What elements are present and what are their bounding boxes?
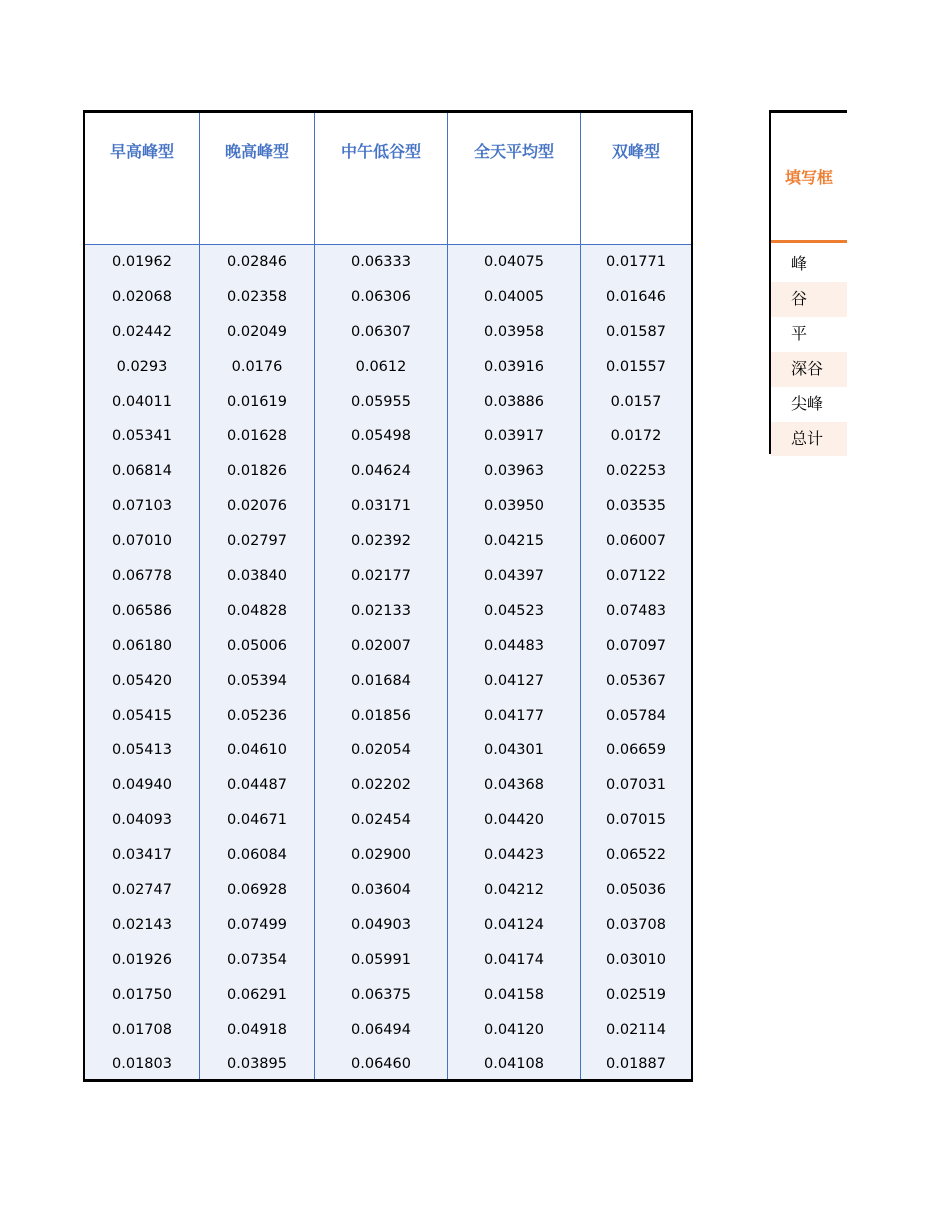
table-cell[interactable]: 0.04483 xyxy=(484,637,544,654)
table-cell[interactable]: 0.01962 xyxy=(112,254,172,270)
table-cell[interactable]: 0.02442 xyxy=(112,323,172,340)
table-cell[interactable]: 0.03958 xyxy=(484,323,544,340)
table-cell[interactable]: 0.06180 xyxy=(112,637,172,654)
table-cell[interactable]: 0.05413 xyxy=(112,742,172,759)
table-cell[interactable]: 0.06522 xyxy=(606,847,666,864)
table-cell[interactable]: 0.05955 xyxy=(351,393,411,410)
table-row xyxy=(85,594,691,629)
table-cell[interactable]: 0.05394 xyxy=(227,672,287,689)
table-row xyxy=(85,978,691,1013)
table-cell[interactable]: 0.03886 xyxy=(484,393,544,410)
table-cell[interactable]: 0.06084 xyxy=(227,847,287,864)
table-row xyxy=(85,524,691,559)
table-row xyxy=(85,489,691,524)
table-cell[interactable]: 0.0157 xyxy=(610,393,662,410)
fill-in-box-item[interactable]: 平 xyxy=(791,323,808,343)
table-cell[interactable]: 0.03010 xyxy=(606,951,666,968)
table-cell[interactable]: 0.03535 xyxy=(606,498,666,515)
table-cell[interactable]: 0.05498 xyxy=(351,428,411,445)
fill-in-box-item[interactable]: 谷 xyxy=(771,282,847,317)
table-cell[interactable]: 0.07010 xyxy=(112,533,172,550)
table-row xyxy=(85,559,691,594)
table-cell[interactable]: 0.06928 xyxy=(227,882,287,899)
table-cell[interactable]: 0.03916 xyxy=(484,358,544,375)
table-row xyxy=(85,1013,691,1048)
table-cell[interactable]: 0.03840 xyxy=(227,568,287,585)
fill-in-box xyxy=(769,110,847,454)
table-cell[interactable]: 0.07031 xyxy=(606,777,666,794)
table-row xyxy=(85,733,691,768)
table-cell[interactable]: 0.04005 xyxy=(484,288,544,305)
table-cell[interactable]: 0.06307 xyxy=(351,323,411,340)
table-cell[interactable]: 0.0176 xyxy=(231,358,283,375)
table-row xyxy=(85,350,691,385)
table-cell[interactable]: 0.04624 xyxy=(351,463,411,480)
table-cell[interactable]: 0.02143 xyxy=(112,916,172,933)
table-cell[interactable]: 0.07122 xyxy=(606,568,666,585)
table-cell[interactable]: 0.03604 xyxy=(351,882,411,899)
table-cell[interactable]: 0.02049 xyxy=(227,323,287,340)
table-row xyxy=(85,629,691,664)
load-profile-table xyxy=(83,110,693,1082)
table-cell[interactable]: 0.04423 xyxy=(484,847,544,864)
table-cell[interactable]: 0.04903 xyxy=(351,916,411,933)
table-row xyxy=(85,245,691,280)
table-cell[interactable]: 0.01771 xyxy=(606,254,666,270)
table-row xyxy=(85,873,691,908)
table-cell[interactable]: 0.01803 xyxy=(112,1056,172,1073)
table-cell[interactable]: 0.06814 xyxy=(112,463,172,480)
table-cell[interactable]: 0.04420 xyxy=(484,812,544,829)
table-cell[interactable]: 0.07015 xyxy=(606,812,666,829)
fill-in-box-item[interactable]: 总计 xyxy=(771,422,847,457)
table-cell[interactable]: 0.05236 xyxy=(227,707,287,724)
table-cell[interactable]: 0.06778 xyxy=(112,568,172,585)
table-cell[interactable]: 0.0293 xyxy=(116,358,168,375)
table-cell[interactable]: 0.06659 xyxy=(606,742,666,759)
table-row xyxy=(85,280,691,315)
table-cell[interactable]: 0.02054 xyxy=(351,742,411,759)
table-cell[interactable]: 0.04174 xyxy=(484,951,544,968)
table-cell[interactable]: 0.02007 xyxy=(351,637,411,654)
fill-in-box-header: 填写框 xyxy=(771,113,847,243)
table-row xyxy=(85,385,691,420)
table-cell[interactable]: 0.04940 xyxy=(112,777,172,794)
table-cell[interactable]: 0.05036 xyxy=(606,882,666,899)
table-cell[interactable]: 0.02454 xyxy=(351,812,411,829)
table-cell[interactable]: 0.05784 xyxy=(606,707,666,724)
table-cell[interactable]: 0.03417 xyxy=(112,847,172,864)
table-cell[interactable]: 0.06375 xyxy=(351,986,411,1003)
table-cell[interactable]: 0.0612 xyxy=(355,358,407,375)
table-cell[interactable]: 0.04301 xyxy=(484,742,544,759)
table-cell[interactable]: 0.04671 xyxy=(227,812,287,829)
table-row xyxy=(85,419,691,454)
column-header-double-peak[interactable]: 双峰型 xyxy=(611,142,660,161)
table-header-row xyxy=(85,113,691,245)
table-cell[interactable]: 0.02076 xyxy=(227,498,287,515)
table-cell[interactable]: 0.07499 xyxy=(227,916,287,933)
table-cell[interactable]: 0.04610 xyxy=(227,742,287,759)
table-cell[interactable]: 0.05341 xyxy=(112,428,172,445)
table-cell[interactable]: 0.04075 xyxy=(484,254,544,270)
table-cell[interactable]: 0.01646 xyxy=(606,288,666,305)
table-cell[interactable]: 0.01628 xyxy=(227,428,287,445)
table-cell[interactable]: 0.04212 xyxy=(484,882,544,899)
column-header-noon-valley[interactable]: 中午低谷型 xyxy=(340,142,421,161)
table-cell[interactable]: 0.01684 xyxy=(351,672,411,689)
table-cell[interactable]: 0.04108 xyxy=(484,1056,544,1073)
table-cell[interactable]: 0.04487 xyxy=(227,777,287,794)
table-cell[interactable]: 0.06460 xyxy=(351,1056,411,1073)
table-cell[interactable]: 0.04215 xyxy=(484,533,544,550)
table-cell[interactable]: 0.01557 xyxy=(606,358,666,375)
table-cell[interactable]: 0.05420 xyxy=(112,672,172,689)
fill-in-box-item[interactable]: 峰 xyxy=(791,254,808,273)
table-cell[interactable]: 0.01926 xyxy=(112,951,172,968)
table-cell[interactable]: 0.04093 xyxy=(112,812,172,829)
table-cell[interactable]: 0.0172 xyxy=(610,428,662,445)
table-cell[interactable]: 0.02747 xyxy=(112,882,172,899)
table-row xyxy=(85,768,691,803)
table-row xyxy=(85,943,691,978)
table-cell[interactable]: 0.01619 xyxy=(227,393,287,410)
table-cell[interactable]: 0.02392 xyxy=(351,533,411,550)
table-cell[interactable]: 0.01708 xyxy=(112,1021,172,1038)
table-row xyxy=(85,908,691,943)
table-cell[interactable]: 0.03950 xyxy=(484,498,544,515)
table-cell[interactable]: 0.04397 xyxy=(484,568,544,585)
table-cell[interactable]: 0.03171 xyxy=(351,498,411,515)
table-row xyxy=(85,1047,691,1082)
table-row xyxy=(85,699,691,734)
table-cell[interactable]: 0.04523 xyxy=(484,602,544,619)
table-cell[interactable]: 0.03917 xyxy=(484,428,544,445)
table-cell[interactable]: 0.04828 xyxy=(227,602,287,619)
table-cell[interactable]: 0.02177 xyxy=(351,568,411,585)
table-cell[interactable]: 0.07483 xyxy=(606,602,666,619)
table-cell[interactable]: 0.01750 xyxy=(112,986,172,1003)
table-cell[interactable]: 0.06586 xyxy=(112,602,172,619)
table-cell[interactable]: 0.04120 xyxy=(484,1021,544,1038)
table-cell[interactable]: 0.07103 xyxy=(112,498,172,515)
table-cell[interactable]: 0.01587 xyxy=(606,323,666,340)
table-body xyxy=(85,245,691,1082)
table-cell[interactable]: 0.05415 xyxy=(112,707,172,724)
table-cell[interactable]: 0.02358 xyxy=(227,288,287,305)
table-cell[interactable]: 0.06333 xyxy=(351,254,411,270)
table-cell[interactable]: 0.06291 xyxy=(227,986,287,1003)
column-header-evening-peak[interactable]: 晚高峰型 xyxy=(224,142,289,161)
table-row xyxy=(85,803,691,838)
table-cell[interactable]: 0.02114 xyxy=(606,1021,666,1038)
table-cell[interactable]: 0.02068 xyxy=(112,288,172,305)
table-cell[interactable]: 0.04011 xyxy=(112,393,172,410)
table-row xyxy=(85,454,691,489)
table-cell[interactable]: 0.05006 xyxy=(227,637,287,654)
table-cell[interactable]: 0.06007 xyxy=(606,533,666,550)
table-cell[interactable]: 0.04124 xyxy=(484,916,544,933)
column-header-morning-peak[interactable]: 早高峰型 xyxy=(109,142,174,161)
table-cell[interactable]: 0.02133 xyxy=(351,602,411,619)
table-cell[interactable]: 0.03708 xyxy=(606,916,666,933)
table-cell[interactable]: 0.02253 xyxy=(606,463,666,480)
table-cell[interactable]: 0.02202 xyxy=(351,777,411,794)
table-cell[interactable]: 0.04918 xyxy=(227,1021,287,1038)
column-header-all-day-average[interactable]: 全天平均型 xyxy=(473,142,554,161)
table-cell[interactable]: 0.02846 xyxy=(227,254,287,270)
table-row xyxy=(85,664,691,699)
table-row xyxy=(85,838,691,873)
table-cell[interactable]: 0.04177 xyxy=(484,707,544,724)
table-cell[interactable]: 0.03963 xyxy=(484,463,544,480)
table-cell[interactable]: 0.04158 xyxy=(484,986,544,1003)
fill-in-box-item[interactable]: 深谷 xyxy=(771,352,847,387)
table-cell[interactable]: 0.07097 xyxy=(606,637,666,654)
fill-in-box-item[interactable]: 尖峰 xyxy=(791,393,824,413)
table-cell[interactable]: 0.01856 xyxy=(351,707,411,724)
table-cell[interactable]: 0.06306 xyxy=(351,288,411,305)
table-cell[interactable]: 0.01826 xyxy=(227,463,287,480)
table-cell[interactable]: 0.02519 xyxy=(606,986,666,1003)
table-cell[interactable]: 0.04127 xyxy=(484,672,544,689)
table-cell[interactable]: 0.01887 xyxy=(606,1056,666,1073)
table-cell[interactable]: 0.06494 xyxy=(351,1021,411,1038)
table-cell[interactable]: 0.07354 xyxy=(227,951,287,968)
table-cell[interactable]: 0.02797 xyxy=(227,533,287,550)
table-cell[interactable]: 0.03895 xyxy=(227,1056,287,1073)
table-cell[interactable]: 0.05991 xyxy=(351,951,411,968)
table-cell[interactable]: 0.04368 xyxy=(484,777,544,794)
table-row xyxy=(85,315,691,350)
table-cell[interactable]: 0.02900 xyxy=(351,847,411,864)
table-cell[interactable]: 0.05367 xyxy=(606,672,666,689)
